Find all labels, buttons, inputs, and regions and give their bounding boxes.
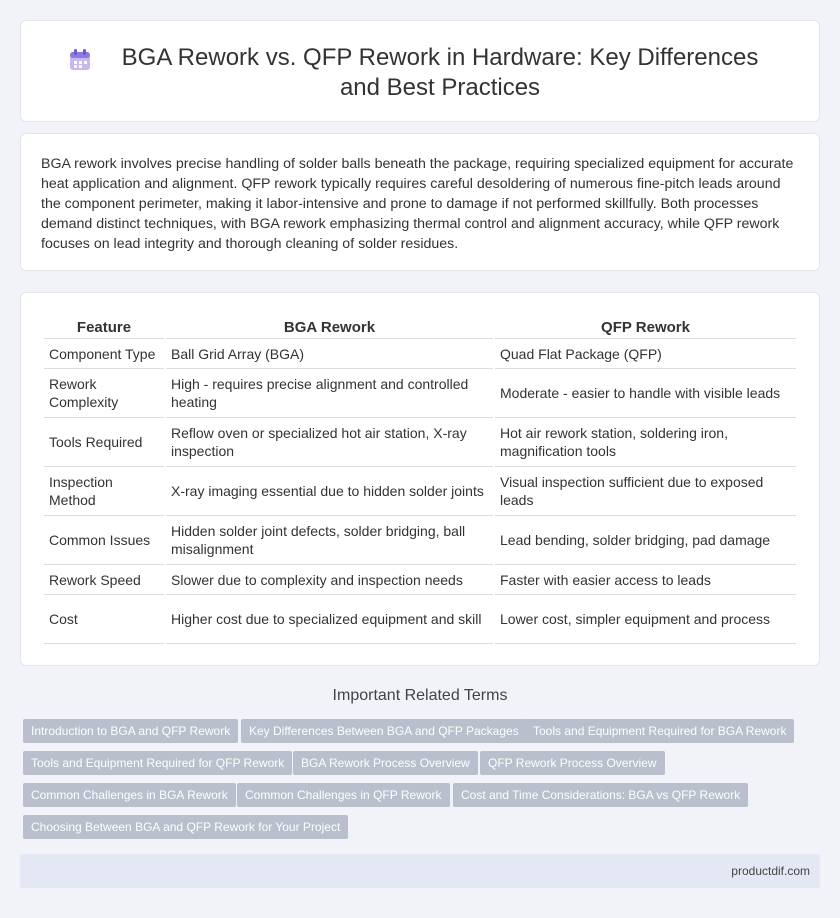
- bga-cell: Reflow oven or specialized hot air station, X-ray inspection: [166, 418, 493, 467]
- table-row: [44, 565, 796, 595]
- related-term-tag[interactable]: BGA Rework Process Overview: [293, 751, 478, 775]
- table-row: [44, 339, 796, 369]
- qfp-cell: Lower cost, simpler equipment and process: [495, 595, 796, 644]
- table-row: [44, 369, 796, 418]
- bga-cell: Slower due to complexity and inspection needs: [166, 565, 493, 595]
- related-term-tag[interactable]: Cost and Time Considerations: BGA vs QFP Rework: [453, 783, 748, 807]
- qfp-cell: Moderate - easier to handle with visible leads: [495, 369, 796, 418]
- intro-paragraph: BGA rework involves precise handling of solder balls beneath the package, requiring specialized equipment for accurate heat application and alignment. QFP rework typically requires careful desoldering of numerous fine-pitch leads around the component perimeter, making it labor-intensive and prone to damage if not performed skillfully. Both processes demand distinct techniques, with BGA rework emphasizing thermal control and alignment accuracy, while QFP rework focuses on lead integrity and thorough cleaning of solder residues.: [41, 156, 794, 252]
- related-term-tag[interactable]: Choosing Between BGA and QFP Rework for Your Project: [23, 815, 348, 839]
- table-header-row: [44, 315, 796, 339]
- table-row: [44, 418, 796, 467]
- bga-cell: Hidden solder joint defects, solder bridging, ball misalignment: [166, 516, 493, 565]
- related-terms-title: Important Related Terms: [332, 687, 508, 704]
- title-card: [20, 20, 820, 122]
- table-row: [44, 595, 796, 644]
- feature-cell: Common Issues: [44, 516, 164, 565]
- feature-cell: Component Type: [44, 339, 164, 369]
- related-term-tag[interactable]: Tools and Equipment Required for QFP Rework: [23, 751, 292, 775]
- related-term-tag[interactable]: Key Differences Between BGA and QFP Packages: [241, 719, 527, 743]
- qfp-cell: Faster with easier access to leads: [495, 565, 796, 595]
- related-term-tag[interactable]: QFP Rework Process Overview: [480, 751, 665, 775]
- related-term-tag[interactable]: Tools and Equipment Required for BGA Rework: [525, 719, 794, 743]
- table-row: [44, 516, 796, 565]
- intro-card: [20, 133, 820, 271]
- related-term-tag[interactable]: Common Challenges in QFP Rework: [237, 783, 450, 807]
- related-term-tag[interactable]: Common Challenges in BGA Rework: [23, 783, 236, 807]
- bga-cell: Ball Grid Array (BGA): [166, 339, 493, 369]
- qfp-cell: Visual inspection sufficient due to exposed leads: [495, 467, 796, 516]
- qfp-cell: Quad Flat Package (QFP): [495, 339, 796, 369]
- footer-site[interactable]: productdif.com: [731, 864, 810, 878]
- feature-cell: Rework Complexity: [44, 369, 164, 418]
- related-term-tag[interactable]: Introduction to BGA and QFP Rework: [23, 719, 238, 743]
- feature-cell: Rework Speed: [44, 565, 164, 595]
- qfp-cell: Hot air rework station, soldering iron, magnification tools: [495, 418, 796, 467]
- table-row: [44, 467, 796, 516]
- footer: [20, 854, 820, 888]
- header-qfp-rework: QFP Rework: [495, 315, 796, 339]
- bga-cell: High - requires precise alignment and controlled heating: [166, 369, 493, 418]
- comparison-table-card: [20, 292, 820, 666]
- bga-cell: Higher cost due to specialized equipment and skill: [166, 595, 493, 644]
- header-bga-rework: BGA Rework: [166, 315, 493, 339]
- bga-cell: X-ray imaging essential due to hidden solder joints: [166, 467, 493, 516]
- feature-cell: Cost: [44, 595, 164, 644]
- qfp-cell: Lead bending, solder bridging, pad damage: [495, 516, 796, 565]
- page-title: BGA Rework vs. QFP Rework in Hardware: Key Differences and Best Practices: [121, 44, 759, 101]
- comparison-table: [42, 315, 798, 644]
- feature-cell: Tools Required: [44, 418, 164, 467]
- feature-cell: Inspection Method: [44, 467, 164, 516]
- header-feature: Feature: [44, 315, 164, 339]
